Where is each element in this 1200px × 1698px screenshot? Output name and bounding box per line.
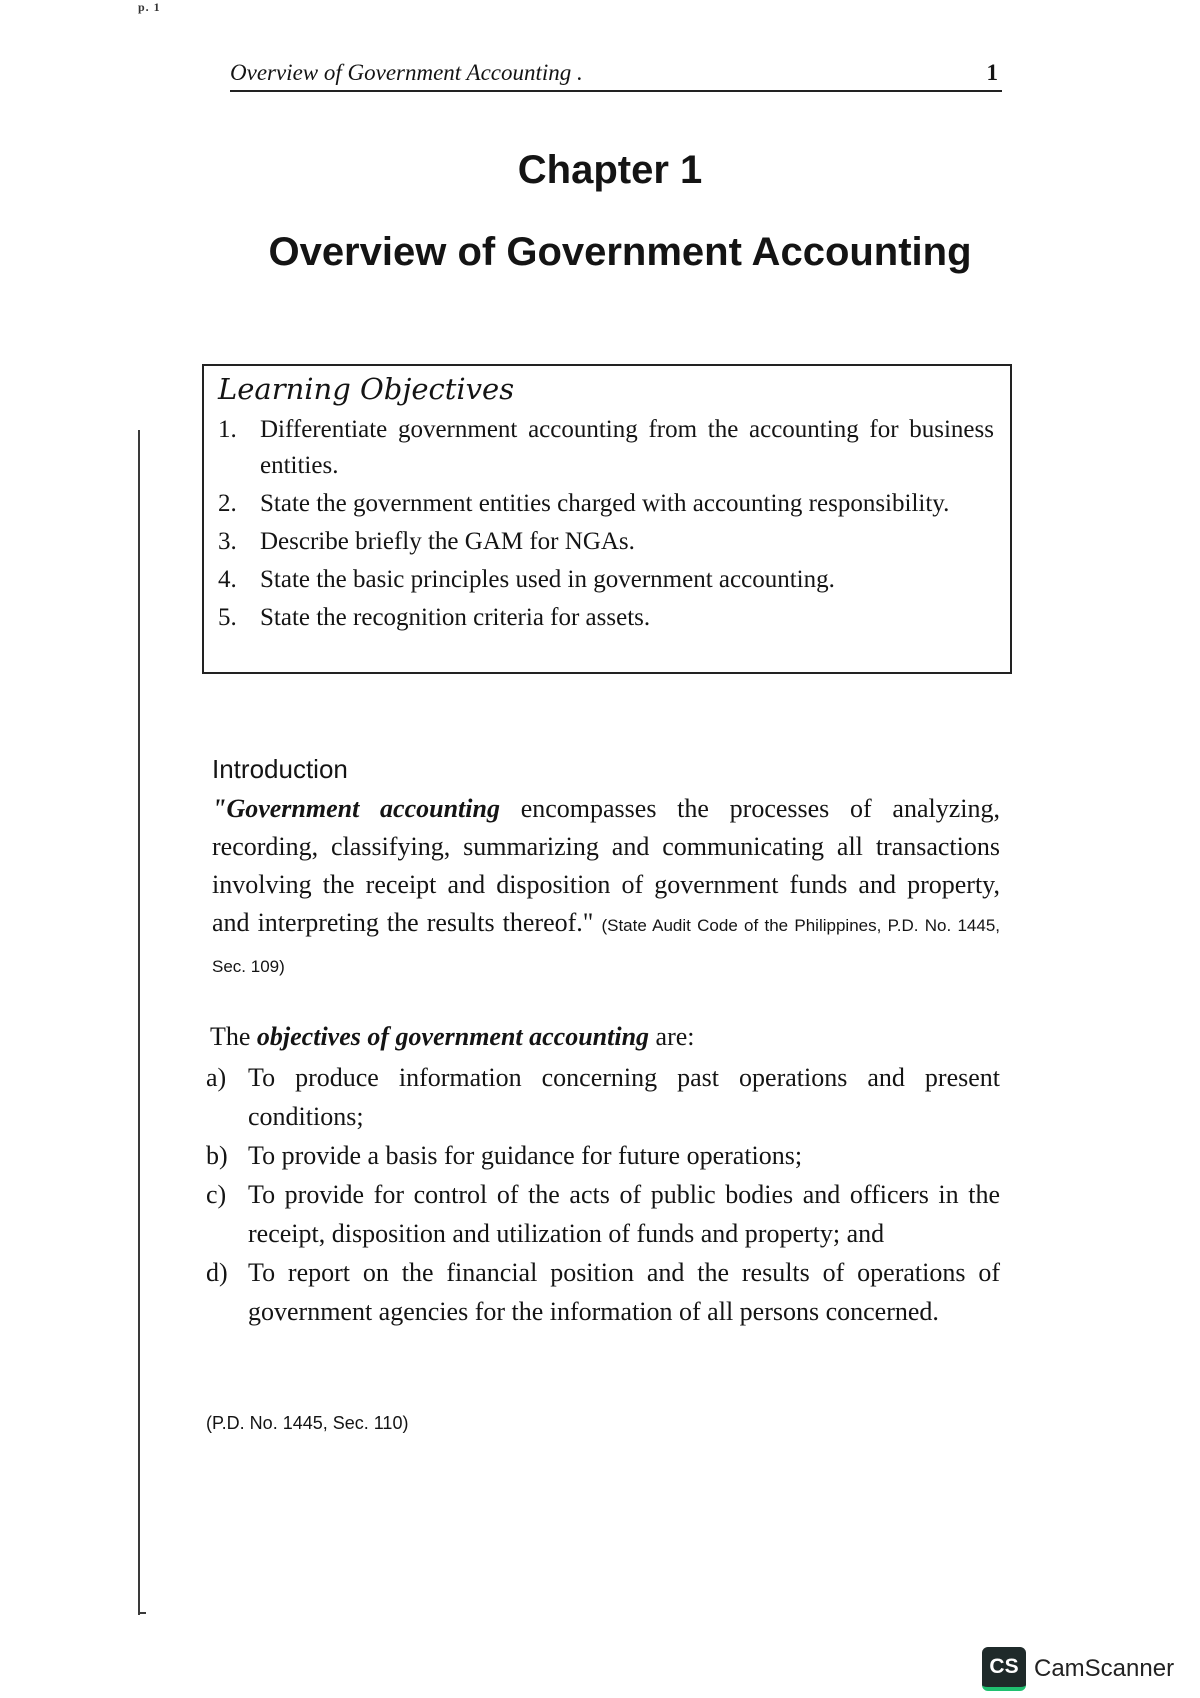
objective-list-item [206, 1253, 1000, 1331]
objective-text: Differentiate government accounting from the accounting for business entities. [260, 416, 994, 479]
chapter-title: Overview of Government Accounting [268, 230, 972, 274]
defined-term: Government accounting [226, 794, 500, 823]
learning-objective-item [218, 600, 994, 636]
learning-objectives-list [218, 412, 994, 636]
learning-objective-item [218, 562, 994, 598]
camscanner-brand-text: CamScanner [1034, 1655, 1175, 1682]
learning-objectives-heading: Learning Objectives [218, 372, 515, 406]
objective-text: State the government entities charged with accounting responsibility. [260, 490, 950, 517]
page-number: 1 [986, 60, 998, 85]
objective-letter: a) [206, 1063, 227, 1092]
objective-number: 4. [218, 566, 237, 593]
objectives-lead-end: are: [649, 1022, 695, 1051]
chapter-number: Chapter 1 [517, 148, 703, 192]
introduction-paragraph [212, 790, 1000, 986]
objective-text: State the basic principles used in government accounting. [260, 566, 835, 593]
page-binding-line [138, 430, 140, 1615]
introduction-citation: (State Audit Code of the Philippines, P.D. No. 1445, Sec. 109) [212, 916, 1000, 976]
learning-objective-item [218, 524, 994, 560]
quote-mark: " [212, 794, 227, 823]
objective-item-text: To produce information concerning past operations and present conditions; [248, 1063, 1000, 1131]
objective-letter: b) [206, 1141, 228, 1170]
objective-list-item [206, 1136, 1000, 1175]
objective-item-text: To provide a basis for guidance for future operations; [248, 1141, 803, 1170]
objective-list-item [206, 1175, 1000, 1253]
objective-item-text: To report on the financial position and the results of operations of government agencies for the information of all persons concerned. [248, 1258, 1000, 1326]
introduction-heading: Introduction [212, 754, 348, 784]
objective-number: 3. [218, 528, 237, 555]
objectives-lead-emphasis: objectives of government accounting [256, 1022, 650, 1051]
camscanner-logo-icon: CS [982, 1647, 1026, 1691]
running-header-title: Overview of Government Accounting . [230, 60, 583, 85]
page-binding-tick [138, 1612, 146, 1614]
objective-text: State the recognition criteria for assets. [260, 604, 651, 631]
learning-objective-item [218, 486, 994, 522]
corner-mark: p. 1 [138, 0, 161, 14]
objective-list-item [206, 1058, 1000, 1136]
definition-text: encompasses the processes of analyzing, recording, classifying, summarizing and communicating all transactions involving the receipt and disposition of government funds and property, and interpreting the results thereof." [212, 794, 1000, 937]
running-header [230, 54, 1002, 92]
objectives-citation: (P.D. No. 1445, Sec. 110) [206, 1413, 409, 1433]
objective-number: 1. [218, 416, 237, 443]
objectives-lead-start: The [210, 1022, 257, 1051]
government-accounting-objectives-list [206, 1058, 1000, 1331]
objective-letter: d) [206, 1258, 228, 1287]
objective-letter: c) [206, 1180, 227, 1209]
learning-objective-item [218, 412, 994, 484]
objective-number: 2. [218, 490, 237, 517]
learning-objectives-box [202, 364, 1012, 674]
camscanner-watermark [982, 1646, 1174, 1692]
objective-number: 5. [218, 604, 237, 631]
objective-item-text: To provide for control of the acts of public bodies and officers in the receipt, disposition and utilization of funds and property; and [248, 1180, 1000, 1248]
objective-text: Describe briefly the GAM for NGAs. [260, 528, 635, 555]
objectives-lead [210, 1022, 1000, 1052]
